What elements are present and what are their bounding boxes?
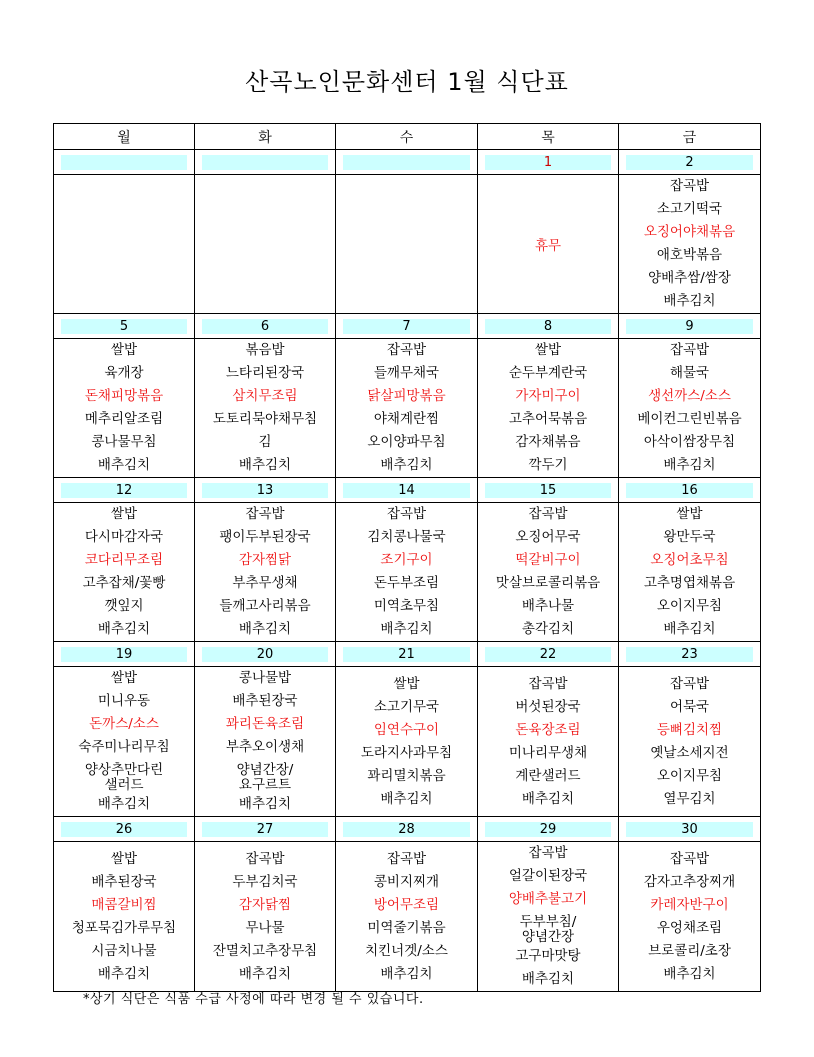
date-cell bbox=[478, 314, 619, 339]
meal-item: 숙주미나리무침 bbox=[78, 739, 170, 755]
meal-row bbox=[54, 339, 761, 478]
meal-item: 김치콩나물국 bbox=[367, 529, 446, 545]
date-cell bbox=[619, 478, 761, 503]
meal-item: 오징어초무침 bbox=[650, 552, 729, 568]
meal-item: 오이양파무침 bbox=[367, 434, 446, 450]
day-meal-cell bbox=[619, 842, 761, 992]
meal-item-line: 양념간장/ bbox=[236, 762, 294, 778]
date-row bbox=[54, 314, 761, 339]
meal-item: 우엉채조림 bbox=[656, 919, 723, 936]
date-cell bbox=[54, 478, 195, 503]
day-meal-cell bbox=[619, 667, 761, 817]
meal-item: 배추김치 bbox=[380, 621, 433, 637]
meal-item: 가자미구이 bbox=[515, 388, 581, 404]
meal-item: 애호박볶음 bbox=[656, 247, 723, 263]
date-cell bbox=[478, 150, 619, 175]
date-row bbox=[54, 150, 761, 175]
empty-day-cell bbox=[336, 175, 478, 314]
meal-item: 잡곡밥 bbox=[386, 506, 427, 522]
day-meal-cell bbox=[195, 339, 336, 478]
meal-item: 배추김치 bbox=[380, 965, 433, 982]
meal-item: 깍두기 bbox=[528, 457, 568, 473]
meal-item: 들깨무채국 bbox=[373, 365, 440, 381]
meal-item: 임연수구이 bbox=[373, 721, 440, 738]
meal-item: 육개장 bbox=[104, 365, 144, 381]
date-bar: 16 bbox=[626, 483, 753, 498]
meal-item: 배추김치 bbox=[238, 457, 292, 473]
date-bar: 7 bbox=[343, 319, 470, 334]
meal-item: 버섯된장국 bbox=[515, 698, 581, 715]
footnote: *상기 식단은 식품 수급 사정에 따라 변경 될 수 있습니다. bbox=[83, 992, 424, 1007]
meal-item: 잡곡밥 bbox=[245, 506, 285, 522]
weekday-header-thu: 목 bbox=[478, 124, 619, 150]
meal-item: 시금치나물 bbox=[91, 942, 157, 959]
meal-item: 콩비지찌개 bbox=[373, 873, 440, 890]
meal-item-line: 샐러드 bbox=[104, 777, 144, 793]
empty-day-cell bbox=[195, 175, 336, 314]
weekday-header-tue: 화 bbox=[195, 124, 336, 150]
weekday-header-mon: 월 bbox=[54, 124, 195, 150]
meal-item: 치킨너겟/소스 bbox=[365, 942, 448, 959]
date-bar: 6 bbox=[202, 319, 328, 334]
meal-row bbox=[54, 667, 761, 817]
day-meal-cell bbox=[478, 503, 619, 642]
meal-item: 코다리무조림 bbox=[84, 552, 164, 568]
meal-item: 배추김치 bbox=[97, 965, 151, 982]
meal-item: 쌀밥 bbox=[110, 506, 138, 522]
meal-item: 잡곡밥 bbox=[528, 675, 568, 692]
meal-item: 김 bbox=[258, 434, 272, 450]
meal-item: 들깨고사리볶음 bbox=[219, 598, 311, 614]
meal-item: 잡곡밥 bbox=[245, 850, 285, 867]
meal-item: 배추김치 bbox=[238, 621, 292, 637]
meal-item-line: 두부부침/ bbox=[519, 914, 577, 930]
meal-item: 꽈리멸치볶음 bbox=[367, 767, 446, 784]
date-cell bbox=[478, 817, 619, 842]
weekday-header-fri: 금 bbox=[619, 124, 761, 150]
day-meal-cell bbox=[195, 667, 336, 817]
date-bar: 19 bbox=[61, 647, 187, 662]
date-bar: 20 bbox=[202, 647, 328, 662]
date-bar: 12 bbox=[61, 483, 187, 498]
date-bar: 13 bbox=[202, 483, 328, 498]
date-bar: 28 bbox=[343, 822, 470, 837]
day-meal-cell bbox=[54, 667, 195, 817]
meal-item: 계란샐러드 bbox=[515, 767, 581, 784]
date-bar: 5 bbox=[61, 319, 187, 334]
meal-item: 도토리묵야채무침 bbox=[212, 411, 318, 427]
meal-item: 쌀밥 bbox=[110, 670, 138, 686]
meal-item: 배추김치 bbox=[97, 796, 151, 812]
meal-item: 잡곡밥 bbox=[386, 850, 427, 867]
empty-day-cell bbox=[54, 175, 195, 314]
meal-item: 배추김치 bbox=[97, 457, 151, 473]
meal-item: 배추김치 bbox=[521, 790, 575, 807]
meal-item: 잡곡밥 bbox=[669, 675, 710, 692]
date-cell bbox=[195, 314, 336, 339]
meal-item: 고추잡채/꽃빵 bbox=[82, 575, 166, 591]
day-meal-cell bbox=[619, 503, 761, 642]
meal-item: 얼갈이된장국 bbox=[508, 868, 588, 884]
weekday-header-wed: 수 bbox=[336, 124, 478, 150]
date-bar: 14 bbox=[343, 483, 470, 498]
date-bar: 21 bbox=[343, 647, 470, 662]
meal-item: 메추리알조림 bbox=[84, 411, 164, 427]
date-cell bbox=[54, 642, 195, 667]
meal-item: 잡곡밥 bbox=[386, 342, 427, 358]
date-bar: 23 bbox=[626, 647, 753, 662]
meal-item: 도라지사과무침 bbox=[360, 744, 453, 761]
date-cell bbox=[195, 642, 336, 667]
meal-item: 배추김치 bbox=[663, 621, 716, 637]
meal-item: 순두부계란국 bbox=[508, 365, 588, 381]
meal-item: 잡곡밥 bbox=[669, 850, 710, 867]
date-bar: 1 bbox=[485, 155, 611, 170]
date-cell bbox=[54, 150, 195, 175]
day-meal-cell bbox=[478, 842, 619, 992]
date-cell bbox=[478, 478, 619, 503]
meal-item: 두부김치국 bbox=[232, 873, 298, 890]
meal-item: 볶음밥 bbox=[245, 342, 285, 358]
meal-item: 미니우동 bbox=[97, 693, 151, 709]
meal-item-line: 양념간장 bbox=[521, 929, 575, 945]
meal-item: 무나물 bbox=[245, 919, 285, 936]
meal-item: 방어무조림 bbox=[373, 896, 440, 913]
meal-item: 돈까스/소스 bbox=[89, 716, 159, 732]
date-row bbox=[54, 817, 761, 842]
meal-item: 오이지무침 bbox=[656, 767, 723, 784]
meal-item: 배추김치 bbox=[663, 457, 716, 473]
date-cell bbox=[619, 314, 761, 339]
day-meal-cell bbox=[336, 339, 478, 478]
meal-item: 배추김치 bbox=[238, 965, 292, 982]
meal-item: 왕만두국 bbox=[663, 529, 716, 545]
meal-item: 아삭이쌈장무침 bbox=[643, 434, 736, 450]
meal-item: 쌀밥 bbox=[110, 342, 138, 358]
date-row bbox=[54, 642, 761, 667]
meal-item: 쌀밥 bbox=[676, 506, 703, 522]
meal-item: 양배추쌈/쌈장 bbox=[648, 270, 731, 286]
meal-item: 등뼈김치찜 bbox=[656, 721, 723, 738]
meal-item: 카레자반구이 bbox=[650, 896, 729, 913]
meal-item: 맛살브로콜리볶음 bbox=[495, 575, 601, 591]
meal-item: 콩나물밥 bbox=[238, 670, 292, 686]
meal-item: 브로콜리/초장 bbox=[648, 942, 731, 959]
meal-item: 고추명엽채볶음 bbox=[643, 575, 736, 591]
meal-item: 열무김치 bbox=[663, 790, 716, 807]
meal-item: 잡곡밥 bbox=[669, 342, 710, 358]
holiday-label: 휴무 bbox=[478, 175, 619, 314]
meal-item: 감자고추장찌개 bbox=[643, 873, 736, 890]
day-meal-cell bbox=[619, 175, 761, 314]
meal-item: 오징어무국 bbox=[515, 529, 581, 545]
meal-item: 쌀밥 bbox=[110, 850, 138, 867]
day-meal-cell bbox=[478, 667, 619, 817]
date-cell bbox=[195, 478, 336, 503]
date-cell bbox=[619, 642, 761, 667]
day-meal-cell bbox=[195, 503, 336, 642]
meal-item bbox=[195, 759, 335, 793]
meal-item: 소고기무국 bbox=[373, 698, 440, 715]
day-meal-cell bbox=[195, 842, 336, 992]
meal-item: 배추김치 bbox=[663, 293, 716, 309]
meal-item: 고추어묵볶음 bbox=[508, 411, 588, 427]
meal-item: 꽈리돈육조림 bbox=[225, 716, 305, 732]
date-cell bbox=[619, 817, 761, 842]
meal-item: 돈채피망볶음 bbox=[84, 388, 164, 404]
meal-item: 배추나물 bbox=[521, 598, 575, 614]
meal-item: 조기구이 bbox=[380, 552, 433, 568]
meal-item bbox=[478, 911, 618, 945]
meal-item-line: 요구르트 bbox=[238, 777, 292, 793]
date-bar bbox=[61, 155, 187, 170]
meal-item: 어묵국 bbox=[669, 698, 710, 715]
weekday-header-row bbox=[54, 124, 761, 150]
meal-item: 감자찜닭 bbox=[238, 552, 292, 568]
meal-item: 양배추불고기 bbox=[508, 891, 588, 907]
meal-item: 돈두부조림 bbox=[373, 575, 440, 591]
date-bar: 26 bbox=[61, 822, 187, 837]
meal-item: 미역초무침 bbox=[373, 598, 440, 614]
date-bar: 2 bbox=[626, 155, 753, 170]
meal-item: 돈육장조림 bbox=[515, 721, 581, 738]
date-bar: 22 bbox=[485, 647, 611, 662]
meal-item: 잡곡밥 bbox=[669, 178, 710, 194]
date-cell bbox=[336, 314, 478, 339]
date-bar: 9 bbox=[626, 319, 753, 334]
date-bar: 15 bbox=[485, 483, 611, 498]
date-cell bbox=[336, 642, 478, 667]
day-meal-cell bbox=[54, 503, 195, 642]
meal-item: 미역줄기볶음 bbox=[367, 919, 446, 936]
meal-item bbox=[54, 759, 194, 793]
date-cell bbox=[195, 817, 336, 842]
meal-item: 배추된장국 bbox=[232, 693, 298, 709]
meal-item: 쌀밥 bbox=[534, 342, 562, 358]
meal-item: 생선까스/소스 bbox=[648, 388, 731, 404]
date-cell bbox=[54, 817, 195, 842]
date-bar: 29 bbox=[485, 822, 611, 837]
meal-item: 배추김치 bbox=[663, 965, 716, 982]
day-meal-cell bbox=[54, 339, 195, 478]
meal-item: 잡곡밥 bbox=[528, 845, 568, 861]
date-bar: 8 bbox=[485, 319, 611, 334]
meal-item: 오징어야채볶음 bbox=[643, 224, 736, 240]
meal-item: 매콤갈비찜 bbox=[91, 896, 157, 913]
meal-item: 감자닭찜 bbox=[238, 896, 292, 913]
date-cell bbox=[478, 642, 619, 667]
meal-item: 총각김치 bbox=[521, 621, 575, 637]
meal-item: 베이컨그린빈볶음 bbox=[637, 411, 742, 427]
meal-item: 부추오이생채 bbox=[225, 739, 305, 755]
meal-item: 쌀밥 bbox=[393, 675, 420, 692]
date-bar: 30 bbox=[626, 822, 753, 837]
meal-item: 감자채볶음 bbox=[515, 434, 581, 450]
meal-row bbox=[54, 503, 761, 642]
meal-item: 콩나물무침 bbox=[91, 434, 157, 450]
meal-item: 소고기떡국 bbox=[656, 201, 723, 217]
meal-item-line: 양상추만다린 bbox=[84, 762, 164, 778]
meal-item: 청포묵김가루무침 bbox=[71, 919, 177, 936]
meal-item: 배추김치 bbox=[238, 796, 292, 812]
day-meal-cell bbox=[336, 842, 478, 992]
meal-item: 닭살피망볶음 bbox=[367, 388, 446, 404]
meal-item: 잡곡밥 bbox=[528, 506, 568, 522]
meal-item: 잔멸치고추장무침 bbox=[212, 942, 318, 959]
date-bar: 27 bbox=[202, 822, 328, 837]
meal-row bbox=[54, 175, 761, 314]
date-bar bbox=[202, 155, 328, 170]
meal-item: 다시마감자국 bbox=[84, 529, 164, 545]
date-row bbox=[54, 478, 761, 503]
meal-item: 배추김치 bbox=[97, 621, 151, 637]
meal-item: 떡갈비구이 bbox=[515, 552, 581, 568]
date-cell bbox=[336, 817, 478, 842]
date-cell bbox=[336, 150, 478, 175]
meal-row bbox=[54, 842, 761, 992]
meal-item: 배추김치 bbox=[380, 457, 433, 473]
meal-item: 삼치무조림 bbox=[232, 388, 298, 404]
meal-item: 옛날소세지전 bbox=[650, 744, 729, 761]
meal-item: 배추된장국 bbox=[91, 873, 157, 890]
meal-item: 배추김치 bbox=[380, 790, 433, 807]
meal-item: 미나리무생채 bbox=[508, 744, 588, 761]
meal-item: 해물국 bbox=[669, 365, 710, 381]
day-meal-cell bbox=[478, 339, 619, 478]
meal-item: 야채계란찜 bbox=[373, 411, 440, 427]
date-cell bbox=[336, 478, 478, 503]
meal-item: 오이지무침 bbox=[656, 598, 723, 614]
day-meal-cell bbox=[336, 667, 478, 817]
day-meal-cell bbox=[619, 339, 761, 478]
day-meal-cell bbox=[336, 503, 478, 642]
meal-item: 고구마맛탕 bbox=[515, 948, 581, 964]
meal-calendar-table bbox=[53, 123, 761, 992]
meal-item: 깻잎지 bbox=[104, 598, 144, 614]
meal-item: 느타리된장국 bbox=[225, 365, 305, 381]
date-cell bbox=[619, 150, 761, 175]
meal-item: 팽이두부된장국 bbox=[219, 529, 311, 545]
meal-item: 배추김치 bbox=[521, 971, 575, 987]
date-cell bbox=[54, 314, 195, 339]
day-meal-cell bbox=[54, 842, 195, 992]
date-bar bbox=[343, 155, 470, 170]
meal-item: 부추무생채 bbox=[232, 575, 298, 591]
date-cell bbox=[195, 150, 336, 175]
page-title: 산곡노인문화센터 1월 식단표 bbox=[245, 68, 569, 96]
